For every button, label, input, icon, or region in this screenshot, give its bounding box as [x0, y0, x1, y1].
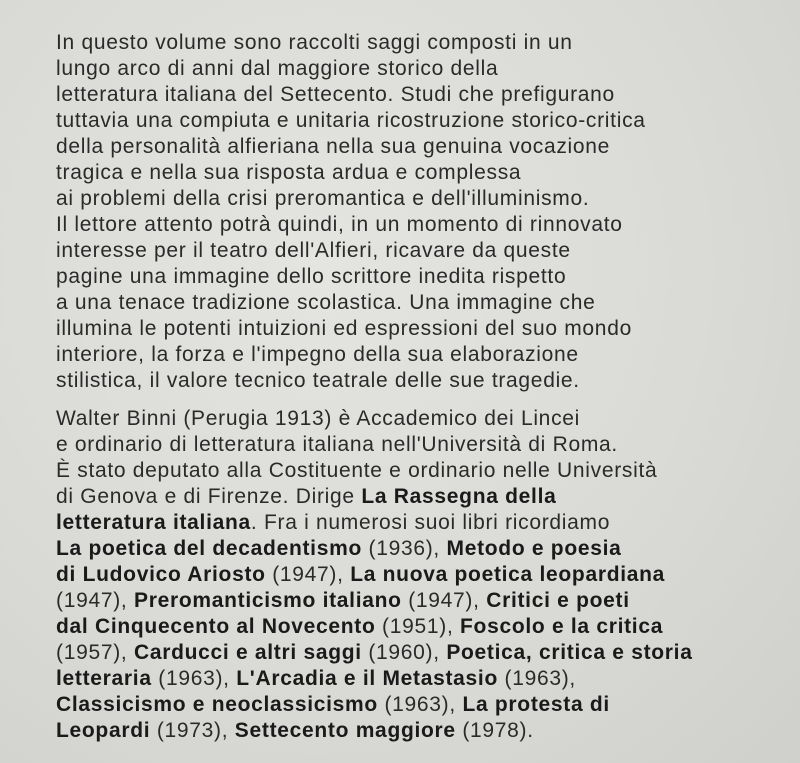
text-line: [56, 510, 776, 536]
text-line: [56, 614, 776, 640]
book-title: letteraria: [56, 667, 152, 690]
book-title: Poetica, critica e storia: [446, 641, 693, 664]
text-line: [56, 562, 776, 588]
book-title: Metodo e poesia: [446, 537, 622, 560]
text-line: illumina le potenti intuizioni ed espressioni del suo mondo: [56, 317, 632, 340]
text-segment: (1951),: [375, 615, 461, 638]
text-segment: e ordinario di letteratura italiana nell'Università di Roma.: [56, 433, 618, 456]
text-line: interesse per il teatro dell'Alfieri, ricavare da queste: [56, 239, 571, 262]
paragraph-gap: [56, 394, 776, 406]
book-title: Critici e poeti: [486, 589, 630, 612]
text-line: [56, 406, 776, 432]
text-segment: (1947),: [401, 589, 487, 612]
text-segment: (1947),: [265, 563, 351, 586]
text-segment: (1963),: [377, 693, 463, 716]
text-segment: (1947),: [56, 589, 134, 612]
text-segment: (1978).: [455, 719, 534, 742]
text-line: [56, 458, 776, 484]
text-segment: (1957),: [56, 641, 134, 664]
text-line: della personalità alfieriana nella sua genuina vocazione: [56, 135, 611, 158]
text-line: [56, 640, 776, 666]
book-title: letteratura italiana: [56, 511, 251, 534]
text-line: [56, 536, 776, 562]
book-title: di Ludovico Ariosto: [56, 563, 266, 586]
text-segment: di Genova e di Firenze. Dirige: [56, 485, 362, 508]
book-title: Carducci e altri saggi: [133, 641, 362, 664]
book-title: La nuova poetica leopardiana: [350, 563, 666, 586]
text-segment: È stato deputato alla Costituente e ordinario nelle Università: [56, 459, 658, 482]
text-line: tuttavia una compiuta e unitaria ricostruzione storico-critica: [56, 109, 646, 132]
text-line: [56, 588, 776, 614]
book-title: Foscolo e la critica: [460, 615, 664, 638]
text-segment: (1936),: [361, 537, 447, 560]
book-title: La poetica del decadentismo: [56, 537, 362, 560]
text-segment: (1963),: [497, 667, 576, 690]
text-line: In questo volume sono raccolti saggi composti in un: [56, 31, 573, 54]
book-title: Classicismo e neoclassicismo: [56, 693, 378, 716]
text-line: lungo arco di anni dal maggiore storico della: [56, 57, 499, 80]
text-line: stilistica, il valore tecnico teatrale delle sue tragedie.: [56, 369, 580, 392]
text-segment: Walter Binni (Perugia 1913) è Accademico dei Lincei: [56, 407, 581, 430]
text-line: Il lettore attento potrà quindi, in un momento di rinnovato: [56, 213, 623, 236]
text-line: tragica e nella sua risposta ardua e complessa: [56, 161, 522, 184]
author-bio-paragraph: [56, 406, 776, 744]
text-line: [56, 692, 776, 718]
book-title: La protesta di: [462, 693, 610, 716]
text-segment: . Fra i numerosi suoi libri ricordiamo: [250, 511, 611, 534]
book-title: Leopardi: [56, 719, 151, 742]
text-line: a una tenace tradizione scolastica. Una immagine che: [56, 291, 596, 314]
description-paragraph: [56, 30, 776, 394]
book-title: L'Arcadia e il Metastasio: [236, 667, 498, 690]
text-segment: (1960),: [361, 641, 447, 664]
text-line: [56, 666, 776, 692]
book-title: Settecento maggiore: [234, 719, 456, 742]
book-title: dal Cinquecento al Novecento: [56, 615, 376, 638]
text-line: [56, 432, 776, 458]
text-line: [56, 718, 776, 744]
text-line: interiore, la forza e l'impegno della sua elaborazione: [56, 343, 579, 366]
text-line: letteratura italiana del Settecento. Studi che prefigurano: [56, 83, 615, 106]
text-segment: (1963),: [151, 667, 237, 690]
text-line: [56, 484, 776, 510]
book-title: Preromanticismo italiano: [133, 589, 402, 612]
book-back-cover-text: [56, 30, 776, 744]
text-segment: (1973),: [150, 719, 235, 742]
text-line: ai problemi della crisi preromantica e dell'illuminismo.: [56, 187, 590, 210]
book-title: La Rassegna della: [361, 485, 557, 508]
text-line: pagine una immagine dello scrittore inedita rispetto: [56, 265, 567, 288]
